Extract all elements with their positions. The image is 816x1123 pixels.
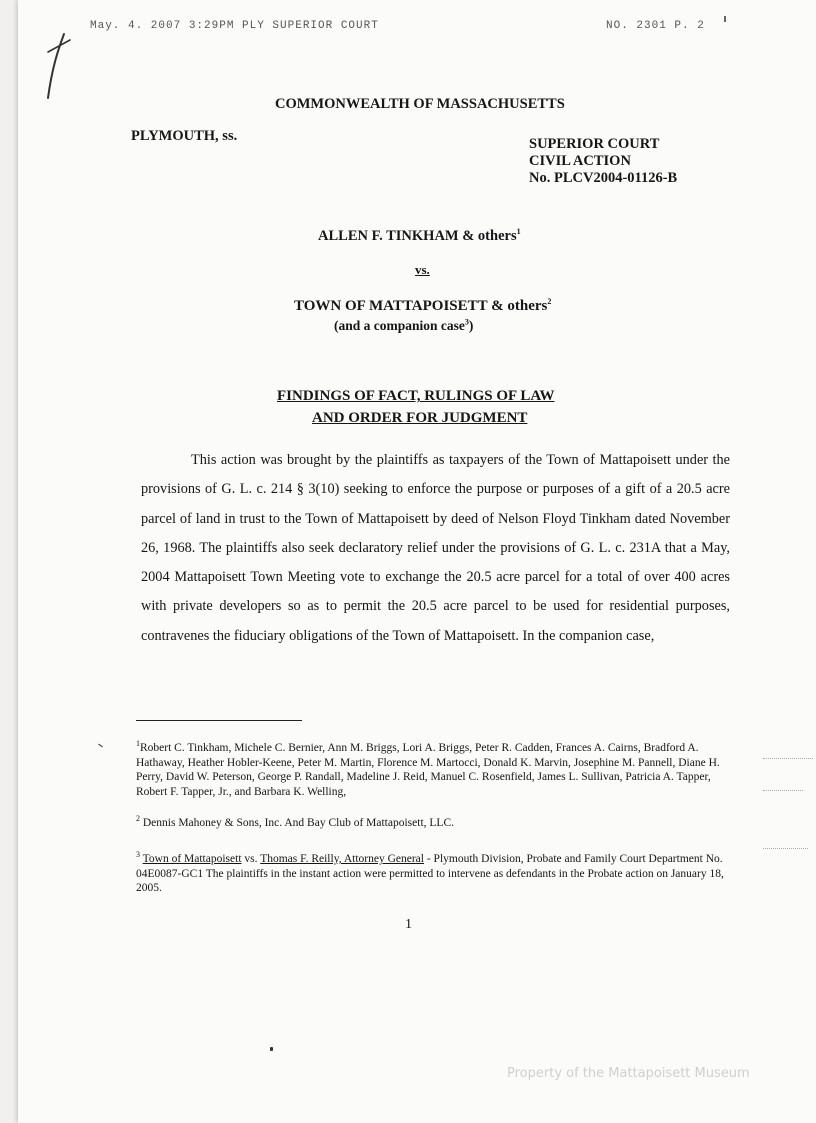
footnote-1: [136, 741, 736, 799]
handwritten-mark-icon: [36, 28, 76, 108]
footnote-mark-3: 3: [136, 850, 140, 860]
body-paragraph: This action was brought by the plaintiffs as taxpayers of the Town of Mattapoisett under the provisions of G. L. c. 214 § 3(10) seeking to enforce the purpose or purposes of a gift of a 20.5 acre parcel of land in trust to the Town of Mattapoisett by deed of Nelson Floyd Tinkham dated November 26, 1968. The plaintiffs also seek declaratory relief under the provisions of G. L. c. 231A that a May, 2004 Mattapoisett Town Meeting vote to exchange the 20.5 acre parcel for a total of over 400 acres with private developers so as to permit the 20.5 acre parcel to be used for residential purposes, contravenes the fiduciary obligations of the Town of Mattapoisett. In the companion case,: [141, 452, 730, 644]
title-line-1: FINDINGS OF FACT, RULINGS OF LAW: [277, 388, 555, 404]
companion-close: ): [468, 318, 474, 333]
commonwealth-heading: COMMONWEALTH OF MASSACHUSETTS: [275, 96, 565, 112]
fax-header-left: May. 4. 2007 3:29PM PLY SUPERIOR COURT: [90, 20, 379, 32]
footnote-3: [136, 852, 736, 896]
court-name: SUPERIOR COURT: [529, 136, 660, 152]
footnote-ref-2[interactable]: 2: [547, 297, 552, 306]
scan-speck: [98, 744, 103, 748]
footnote-2: [136, 816, 736, 831]
scan-speck: [724, 16, 726, 22]
museum-watermark: Property of the Mattapoisett Museum: [507, 1066, 750, 1081]
plaintiff-name: ALLEN F. TINKHAM & others: [318, 228, 517, 244]
footnote-separator: [136, 720, 302, 721]
footnote-3-vs: vs.: [241, 853, 261, 865]
action-type: CIVIL ACTION: [529, 153, 631, 169]
fax-header-right: NO. 2301 P. 2: [606, 20, 705, 32]
page-number: 1: [405, 917, 412, 932]
defendant-name: TOWN OF MATTAPOISETT & others: [294, 298, 548, 314]
document-page: [18, 0, 816, 1123]
companion-line: [334, 318, 473, 334]
footnote-3-case-a: Town of Mattapoisett: [142, 853, 242, 865]
body-text: [141, 446, 730, 651]
plaintiff-line: [318, 228, 521, 245]
title-line-2: AND ORDER FOR JUDGMENT: [312, 410, 528, 426]
versus-label: vs.: [415, 262, 430, 277]
footnote-mark-2: 2: [136, 814, 140, 824]
footnote-2-text: Dennis Mahoney & Sons, Inc. And Bay Club of Mattapoisett, LLC.: [142, 817, 454, 829]
footnote-3-text: - Plymouth Division, Probate and Family Court Department No. 04E0087-GC1 The plaintiffs in the instant action were permitted to intervene as defendants in the Probate action on January 18, 2005.: [136, 853, 724, 894]
docket-number: No. PLCV2004-01126-B: [529, 170, 678, 186]
court-block: [529, 136, 677, 187]
scan-speck: [270, 1047, 273, 1051]
companion-label: (and a companion case: [334, 318, 465, 333]
footnote-mark-1: 1: [136, 739, 140, 749]
footnote-ref-3[interactable]: 3: [464, 317, 469, 327]
footnote-3-case-b: Thomas F. Reilly, Attorney General: [260, 853, 424, 865]
footnote-1-text: Robert C. Tinkham, Michele C. Bernier, Ann M. Briggs, Lori A. Briggs, Peter R. Cadden, Frances A. Cairns, Bradford A. Hathaway, Heather Hobler-Keene, Peter M. Martin, Florence M. Martocci, Donald K. Marvin, Josephine M. Pannell, Diane H. Perry, David W. Peterson, George P. Randall, Madeline J. Reid, Manuel C. Rosenfield, James L. Sullivan, Patricia A. Tapper, Robert F. Tapper, Jr., and Barbara K. Welling,: [136, 742, 720, 798]
defendant-line: [294, 298, 551, 315]
footnote-ref-1[interactable]: 1: [516, 227, 521, 237]
county-label: PLYMOUTH, ss.: [131, 128, 238, 144]
